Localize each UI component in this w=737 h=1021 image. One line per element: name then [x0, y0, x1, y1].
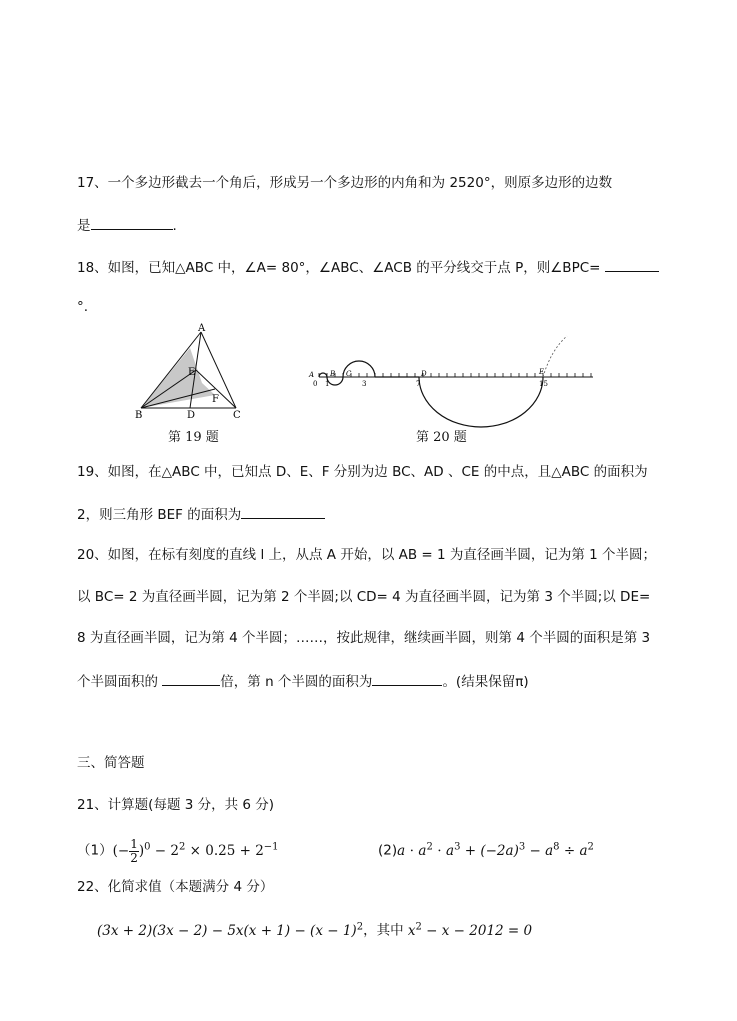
- q21-part1-expression: (− $\frac{1}{2}$ )$^0 - 2^2 \times 0.25 + 2^{-1}$: [112, 836, 279, 865]
- q17-line1: 17、一个多边形截去一个角后，形成另一个多边形的内角和为 2520°，则原多边形的边数: [77, 175, 613, 191]
- q22-condition: $x^2 - x - 2012 = 0$: [407, 921, 533, 939]
- q18-answer-blank[interactable]: [605, 257, 659, 272]
- q20-answer-blank-2[interactable]: [372, 671, 442, 686]
- q21-part1-label: （1）: [77, 842, 113, 859]
- figure-20-caption: 第 20 题: [416, 430, 467, 445]
- label-b: B: [135, 410, 143, 421]
- section-3-title: 三、简答题: [77, 755, 145, 771]
- tick-label-7: 7: [416, 380, 421, 388]
- point-label-e: E: [539, 368, 545, 376]
- q17-line2: [77, 215, 177, 235]
- q20-answer-blank-1[interactable]: [162, 671, 220, 686]
- label-f: F: [212, 394, 219, 405]
- q20-line3: 8 为直径画半圆，记为第 4 个半圆；……，按此规律，继续画半圆，则第 4 个半圆的面积是第 3: [77, 630, 651, 646]
- q21-part2: [378, 832, 594, 862]
- tick-label-1: 1: [325, 380, 330, 388]
- label-c: C: [233, 410, 241, 421]
- q20-line4: [77, 671, 529, 691]
- q18-text: 18、如图，已知△ABC 中，∠A= 80°，∠ABC、∠ACB 的平分线交于点 P，则∠BPC=: [77, 260, 605, 276]
- q19-answer-blank[interactable]: [241, 504, 325, 519]
- q20-line2: 以 BC= 2 为直径画半圆，记为第 2 个半圆;以 CD= 4 为直径画半圆，记为第 3 个半圆;以 DE=: [77, 589, 651, 605]
- q22-condition-prefix: ，其中: [363, 922, 408, 939]
- q17-suffix: .: [172, 218, 177, 234]
- next-arc-dashed: [543, 336, 567, 377]
- point-label-a: A: [309, 371, 315, 379]
- q20-line1: 20、如图，在标有刻度的直线 l 上，从点 A 开始，以 AB = 1 为直径画半圆，记为第 1 个半圆；: [77, 547, 657, 563]
- tick-label-3: 3: [362, 380, 367, 388]
- semicircle-4: [419, 377, 543, 427]
- point-label-b: B: [330, 370, 336, 378]
- semicircle-1: [319, 373, 327, 377]
- q21-part2-expression: $a \cdot a^2 \cdot a^3 + (-2a)^3 - a^8 \div a^2$: [397, 841, 594, 859]
- label-d: D: [187, 410, 196, 421]
- tick-label-15: 15: [539, 380, 548, 388]
- q22-title: 22、化简求值（本题满分 4 分）: [77, 879, 274, 895]
- tick-label-0: 0: [313, 380, 318, 388]
- q22-expression-line: [97, 918, 532, 940]
- q21-part1: [77, 832, 279, 865]
- q20-text-a: 个半圆面积的: [77, 674, 163, 690]
- figure-20: [305, 328, 597, 428]
- q19-text: 2，则三角形 BEF 的面积为: [77, 507, 242, 523]
- q18-line1: [77, 257, 659, 277]
- q20-text-b: 倍，第 n 个半圆的面积为: [220, 674, 373, 690]
- q22-expression: $(3x + 2)(3x - 2) - 5x(x + 1) - (x - 1)^2$: [97, 921, 364, 939]
- figure-19: [130, 322, 250, 422]
- q21-title: 21、计算题(每题 3 分，共 6 分): [77, 797, 275, 813]
- q21-part2-label: (2): [378, 842, 398, 859]
- q17-prefix: 是: [77, 218, 91, 234]
- label-e: E: [188, 367, 196, 378]
- figure-19-caption: 第 19 题: [168, 430, 219, 445]
- q17-answer-blank[interactable]: [91, 215, 173, 230]
- ruler-ticks: [319, 373, 591, 377]
- label-a: A: [198, 323, 206, 334]
- point-label-c: C: [346, 370, 352, 378]
- q18-line2: °.: [77, 299, 89, 315]
- point-label-d: D: [421, 370, 427, 378]
- q19-line1: 19、如图，在△ABC 中，已知点 D、E、F 分别为边 BC、AD 、CE 的中点，且△ABC 的面积为: [77, 464, 648, 480]
- q20-text-c: 。(结果保留π): [442, 674, 529, 690]
- q19-line2: [77, 504, 325, 524]
